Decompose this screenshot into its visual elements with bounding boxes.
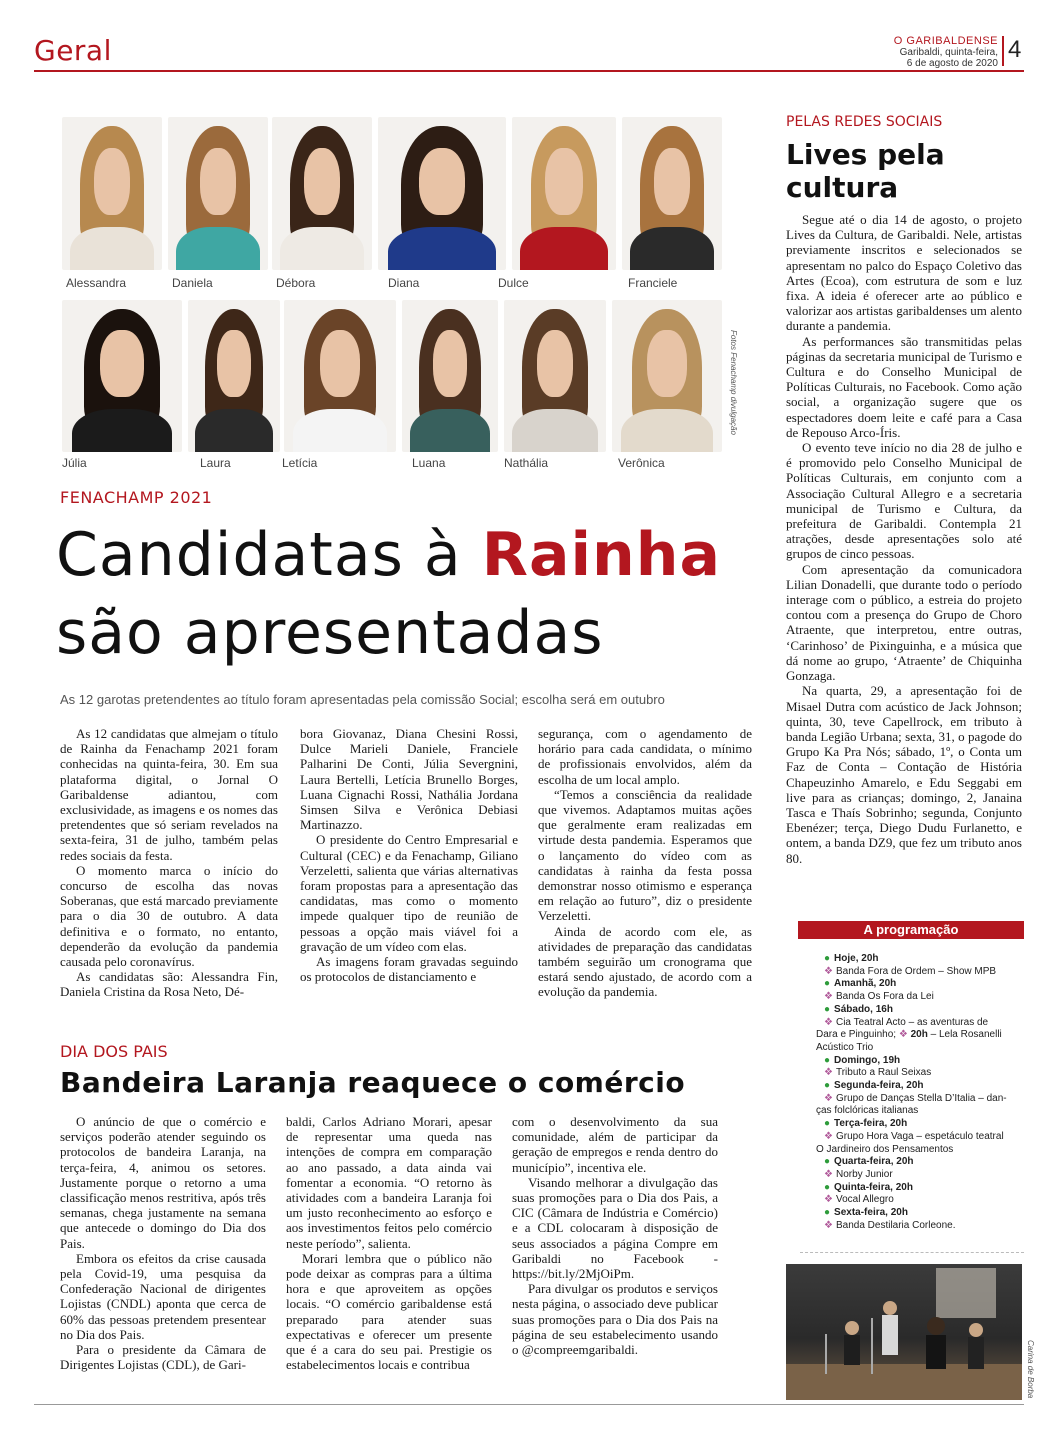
bullet-icon: ● [824, 1156, 831, 1168]
headline-text: Candidatas à [56, 520, 482, 590]
program-day: ● Sábado, 16h [824, 1003, 893, 1015]
footer-rule [34, 1404, 1024, 1405]
masthead [894, 36, 998, 69]
program-day: ● Segunda-feira, 20h [824, 1080, 924, 1092]
program-event: ças folclóricas italianas [816, 1105, 919, 1117]
section-rule [34, 70, 1024, 72]
diamond-icon: ❖ [824, 1092, 833, 1104]
candidate-photo-laura [188, 300, 280, 452]
section-title: Geral [34, 34, 112, 67]
dateline: Garibaldi, quinta-feira, [899, 47, 998, 58]
program-event: ❖ Grupo de Danças Stella D’Italia – dan- [824, 1092, 1007, 1104]
story-kicker: FENACHAMP 2021 [60, 488, 213, 507]
page-number: 4 [1008, 36, 1022, 63]
paragraph: Visando melhorar a divulgação das suas promoções para o Dia dos Pais, a CIC (Câmara de Indústria e Comércio) e a CDL colocaram à disposição de seus associados a página Compre em Garibaldi no Facebook - https://bit.ly/2MjOiPm. [512, 1174, 718, 1282]
article-column-3 [538, 726, 752, 1000]
candidate-photo-nathalia [504, 300, 606, 452]
program-event: ❖ Cia Teatral Acto – as aventuras de [824, 1016, 989, 1028]
program-event: ❖ Banda Fora de Ordem – Show MPB [824, 965, 997, 977]
program-day: ● Amanhã, 20h [824, 978, 897, 990]
photo-credit: Carina de Borba [1026, 1340, 1035, 1399]
program-box [798, 921, 1024, 1251]
sidebar-title [786, 138, 945, 204]
headline-highlight: Rainha [481, 520, 721, 590]
paragraph: As imagens foram gravadas seguindo os protocolos de distanciamento e [300, 954, 518, 985]
sidebar-title-line: cultura [786, 171, 899, 204]
bullet-icon: ● [824, 1080, 831, 1092]
program-event: ❖ Vocal Allegro [824, 1194, 894, 1206]
article-column-2 [286, 1114, 492, 1372]
paragraph: Para divulgar os produtos e serviços nesta página, o associado deve publicar suas promoções para o Dia dos Pais na página de seu estabelecimento usando o @compreemgaribaldi. [512, 1281, 718, 1358]
sidebar-kicker: PELAS REDES SOCIAIS [786, 114, 943, 130]
photo-caption: Daniela [172, 276, 213, 290]
paragraph: baldi, Carlos Adriano Morari, apesar de representar uma queda nas intenções de compra em comparação ao ano passado, a data ainda vai fomentar a economia. “O retorno às atividades com a bandeira Laranja foi um justo reconhecimento ao esforço e aos investimentos feitos pelo comércio neste período”, salienta. [286, 1114, 492, 1251]
photo-caption: Alessandra [66, 276, 127, 290]
photo-caption: Nathália [504, 456, 549, 470]
paragraph: Com apresentação da comunicadora Lilian Donadelli, que durante todo o período interage com o público, a estreia do projeto contou com a presença do Grupo de Choro Atraente, que interpretou, entre outras, ‘Carinhoso’ de Pixinguinha, e a música que dá nome ao grupo, ‘Atraente’ de Chiquinha Gonzaga. [786, 561, 1022, 684]
paragraph: O evento teve início no dia 28 de julho e é promovido pelo Conselho Municipal de Políticas Culturais, em conjunto com a Associação Cultural Allegro e a secretaria municipal de Turismo e Cultura, da prefeitura de Garibaldi. Contempla 21 atrações, desde apresentações solo até grupos de cinco pessoas. [786, 440, 1022, 562]
photo-caption: Diana [388, 276, 420, 290]
diamond-icon: ❖ [824, 1130, 833, 1142]
program-day: ● Terça-feira, 20h [824, 1118, 908, 1130]
article-column-1 [60, 1114, 266, 1372]
photo-caption: Letícia [282, 456, 318, 470]
article-column-1 [60, 726, 278, 1000]
photo-caption: Franciele [628, 276, 678, 290]
paragraph: Ainda de acordo com ele, as atividades de preparação das candidatas também seguirão um cronograma que estará sendo ajustado, de acordo com a evolução da pandemia. [538, 923, 752, 1000]
candidate-photo-dulce [512, 117, 616, 270]
bullet-icon: ● [824, 953, 831, 964]
page-number-divider [1002, 36, 1004, 66]
paragraph: “Temos a consciência da realidade que vivemos. Adaptamos muitas ações que geralmente eram realizadas em virtude desta pandemia. Esperamos que o lançamento do vídeo com as candidatas à rainha da festa possa demonstrar nosso otimismo e esperança em relação ao futuro”, diz o presidente Verzeletti. [538, 786, 752, 924]
concert-illustration [786, 1264, 1022, 1400]
program-event: ❖ Banda Destilaria Corleone. [824, 1219, 956, 1231]
bullet-icon: ● [824, 1181, 831, 1193]
paragraph: Embora os efeitos da crise causada pela Covid-19, uma pesquisa da Confederação Nacional de dirigentes Lojistas (CNDL) aponta que cerca de 60% das pessoas pretendem presentear no Dia dos Pais. [60, 1250, 266, 1342]
paragraph: com o desenvolvimento da sua comunidade, além de participar da geração de empregos e renda dentro do município”, incentiva ele. [512, 1114, 718, 1175]
program-event: ❖ Norby Junior [824, 1168, 893, 1180]
candidate-photo-luana [402, 300, 498, 452]
paragraph: As candidatas são: Alessandra Fin, Daniela Cristina da Rosa Neto, Dé- [60, 969, 278, 1000]
diamond-icon: ❖ [898, 1029, 908, 1041]
candidate-photo-julia [62, 300, 182, 452]
concert-photo [786, 1264, 1022, 1400]
photo-caption: Verônica [618, 456, 665, 470]
bullet-icon: ● [824, 1003, 831, 1015]
program-day: ● Quarta-feira, 20h [824, 1156, 914, 1168]
program-day: ● Quinta-feira, 20h [824, 1181, 913, 1193]
candidate-photo-franciele [622, 117, 722, 270]
paragraph: segurança, com o agendamento de horário para cada candidata, o mínimo de profissionais envolvidos, além da escolha de um local amplo. [538, 726, 752, 787]
candidate-photo-leticia [284, 300, 396, 452]
sidebar-article [786, 212, 1022, 866]
paragraph: O presidente do Centro Empresarial e Cultural (CEC) e da Fenachamp, Giliano Verzeletti, salienta que várias alternativas foram propostas para a apresentação das candidatas, mas como o momento impede qualquer tipo de reunião de pessoas a opção mais viável foi a gravação de um vídeo com elas. [300, 832, 518, 954]
program-event: Dara e Pinguinho; ❖ 20h – Lela Rosanelli [816, 1029, 1002, 1041]
publication-name: O GARIBALDENSE [893, 35, 998, 47]
diamond-icon: ❖ [824, 1016, 833, 1028]
photo-caption: Luana [412, 456, 446, 470]
candidate-photo-diana [378, 117, 506, 270]
diamond-icon: ❖ [824, 1194, 833, 1206]
program-event: ❖ Tributo a Raul Seixas [824, 1067, 932, 1079]
paragraph: As 12 candidatas que almejam o título de Rainha da Fenachamp 2021 foram conhecidas na quinta-feira, 30. Em sua plataforma digital, o Jornal O Garibaldense adiantou, com exclusividade, as imagens e os nomes das pretendentes que só seriam revelados na sexta-feira, 31 de julho, também pelas redes sociais da festa. [60, 726, 278, 863]
diamond-icon: ❖ [824, 1067, 833, 1079]
program-event: ❖ Banda Os Fora da Lei [824, 991, 934, 1003]
program-event: Acústico Trio [816, 1041, 874, 1053]
main-headline [56, 516, 721, 672]
diamond-icon: ❖ [824, 1219, 833, 1231]
photo-caption: Laura [200, 456, 231, 470]
edition-date: 6 de agosto de 2020 [906, 58, 998, 69]
article-column-3 [512, 1114, 718, 1357]
bullet-icon: ● [824, 1118, 831, 1130]
sidebar-title-line: Lives pela [786, 138, 945, 171]
diamond-icon: ❖ [824, 991, 833, 1003]
paragraph: O momento marca o início do concurso de escolha das novas Soberanas, que está marcado previamente para o dia 30 de outubro. A data definitiva e o formato, no entanto, dependerão da evolução da pandemia causada pelo coronavírus. [60, 862, 278, 970]
bullet-icon: ● [824, 978, 831, 990]
photo-caption: Dulce [498, 276, 529, 290]
photo-caption: Júlia [62, 456, 87, 470]
program-title: A programação [798, 921, 1024, 939]
program-day: ● Sexta-feira, 20h [824, 1207, 908, 1219]
paragraph: Para o presidente da Câmara de Dirigentes Lojistas (CDL), de Gari- [60, 1342, 266, 1373]
paragraph: O anúncio de que o comércio e serviços poderão atender seguindo os protocolos de bandeira Laranja, na terça-feira, 4, animou os setores. Justamente porque o retorno a uma classificação menos restritiva, após três semanas, chega justamente na semana que antecede o domingo do Dia dos Pais. [60, 1114, 266, 1251]
bullet-icon: ● [824, 1054, 831, 1066]
article-column-2 [300, 726, 518, 984]
diamond-icon: ❖ [824, 1168, 833, 1180]
program-event: ❖ Grupo Hora Vaga – espetáculo teatral [824, 1130, 1004, 1142]
candidate-photo-debora [272, 117, 372, 270]
program-event: O Jardineiro dos Pensamentos [816, 1143, 954, 1155]
diamond-icon: ❖ [824, 965, 833, 977]
paragraph: bora Giovanaz, Diana Chesini Rossi, Dulce Marieli Daniele, Franciele Palharini De Conti, Júlia Severgnini, Laura Bertelli, Letícia Brunello Borges, Luana Cignachi Rossi, Nathália Jordana Simsen Silva e Verônica Debiasi Martinazzo. [300, 726, 518, 833]
story-headline: Bandeira Laranja reaquece o comércio [60, 1066, 686, 1099]
divider [800, 1252, 1024, 1253]
story-kicker: DIA DOS PAIS [60, 1042, 168, 1061]
program-day: ● Domingo, 19h [824, 1054, 901, 1066]
paragraph: Morari lembra que o público não pode deixar as compras para a última hora e que aproveitem as opções locais. “O comércio garibaldense está preparado para atender suas expectativas e oferecer um presente que é a cara do seu pai. Prestigie os estabelecimentos locais e contribua [286, 1250, 492, 1373]
bullet-icon: ● [824, 1207, 831, 1219]
program-list [798, 953, 1024, 1232]
candidate-photo-alessandra [62, 117, 162, 270]
candidate-photo-daniela [168, 117, 268, 270]
program-day: ● Hoje, 20h [824, 953, 879, 964]
candidate-photo-veronica [612, 300, 722, 452]
paragraph: Segue até o dia 14 de agosto, o projeto Lives da Cultura, de Garibaldi. Nele, artistas previamente inscritos e selecionados se apresentam no palco do Espaço Coletivo das Artes (Ecoa), com estrutura de som e luz fixa. A ideia é oferecer arte ao público e valorizar aos artistas garibaldenses um alento durante a pandemia. [786, 212, 1022, 334]
story-subhead: As 12 garotas pretendentes ao título foram apresentadas pela comissão Social; escolha será em outubro [60, 692, 665, 707]
headline-line2: são apresentadas [56, 598, 604, 668]
photo-credit: Fotos Fenachamp divulgação [729, 330, 738, 435]
photo-caption: Débora [276, 276, 316, 290]
paragraph: Na quarta, 29, a apresentação foi de Misael Dutra com acústico de Jack Johnson; quinta, 30, teve Capellrock, em tributo à banda Legião Urbana; sexta, 31, o pagode do Grupo Ka Pra Nós; sábado, 1º, o Conta um Faz de Conta – Contação de História Chapeuzinho Amarelo, e Edu Seggabi em live para as crianças; domingo, 2, Janaina Tasca e Thaís Sobrinho; segunda, Conjunto Ebenézer; terça, Diego Dudu Furlanetto, e ontem, a banda DZ9, que fez um tributo anos 80. [786, 683, 1022, 866]
paragraph: As performances são transmitidas pelas páginas da secretaria municipal de Turismo e Cultura e do Conselho Municipal de Políticas Culturais, no Facebook. Como ação social, a organização sugere que os espectadores doem leite e café para a Casa de Repouso Arco-Íris. [786, 333, 1022, 440]
